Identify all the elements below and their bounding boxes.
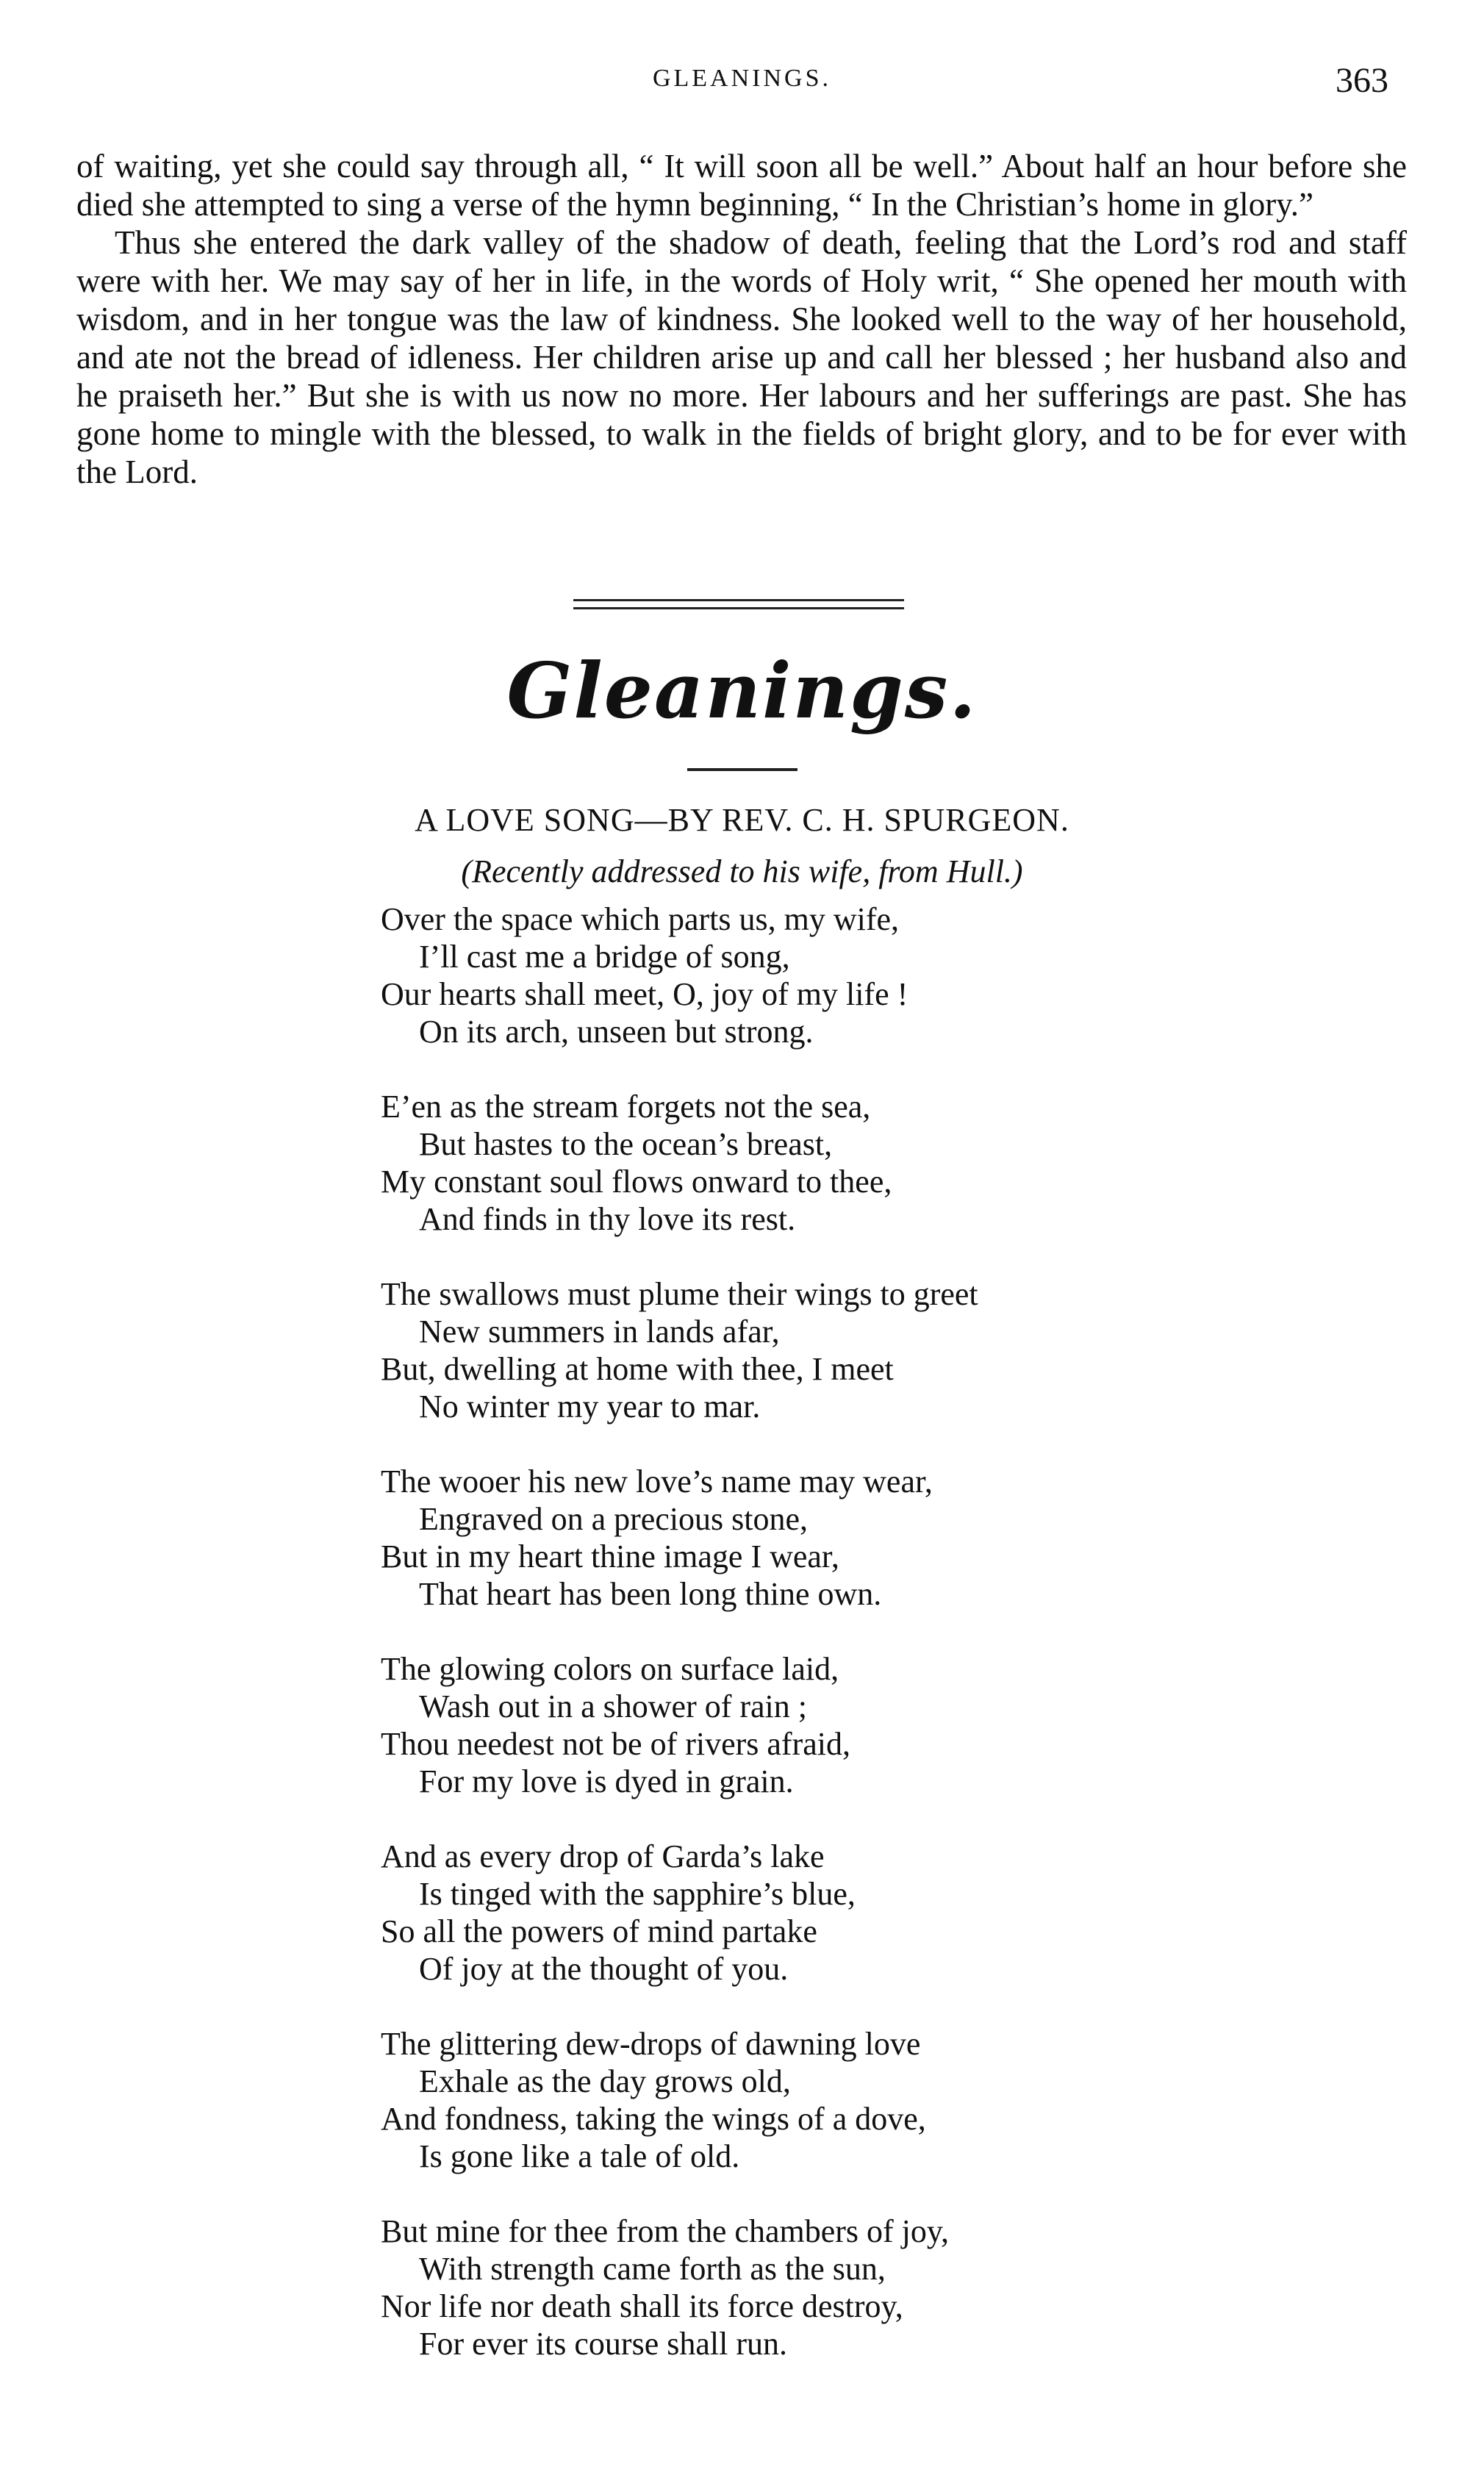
poem-line: No winter my year to mar. [419,1389,761,1425]
section-heading: Gleanings. [506,645,978,736]
poem [381,900,1351,2400]
poem-line: Wash out in a shower of rain ; [419,1688,807,1724]
article-subtitle: (Recently addressed to his wife, from Hull.) [461,853,1023,889]
poem-stanza [381,1650,1351,1800]
poem-line: But mine for thee from the chambers of joy, [381,2213,950,2249]
poem-stanza [381,1838,1351,1988]
poem-stanza [381,1088,1351,1238]
poem-line: Exhale as the day grows old, [419,2063,791,2099]
running-head [0,61,1484,109]
poem-stanza [381,1275,1351,1425]
poem-line: My constant soul flows onward to thee, [381,1164,892,1200]
poem-line: Nor life nor death shall its force destroy, [381,2288,903,2324]
prose-paragraph: Thus she entered the dark valley of the shadow of death, feeling that the Lord’s rod and staff were with her. We may say of her in life, in the words of Holy writ, “ She opened her mouth with wisdom, and in her tongue was the law of kindness. She looked well to the way of her household, and ate not the bread of idleness. Her children arise up and call her blessed ; her husband also and he praiseth her.” But she is with us now no more. Her labours and her sufferings are past. She has gone home to mingle with the blessed, to walk in the fields of bright glory, and to be for ever with the Lord. [76,224,1407,490]
poem-line: For ever its course shall run. [419,2326,787,2362]
poem-line: Of joy at the thought of you. [419,1951,789,1987]
heading-underline-rule [687,768,797,771]
poem-line: With strength came forth as the sun, [419,2251,886,2287]
poem-line: Our hearts shall meet, O, joy of my life ! [381,976,908,1012]
poem-line: The glittering dew-drops of dawning love [381,2026,921,2062]
poem-line: Engraved on a precious stone, [419,1501,809,1537]
poem-line: On its arch, unseen but strong. [419,1014,814,1050]
poem-line: Thou needest not be of rivers afraid, [381,1726,850,1762]
poem-line: The glowing colors on surface laid, [381,1651,839,1687]
poem-line: The wooer his new love’s name may wear, [381,1464,933,1500]
poem-line: The swallows must plume their wings to greet [381,1276,978,1312]
poem-stanza [381,2213,1351,2362]
poem-line: And fondness, taking the wings of a dove, [381,2101,926,2137]
poem-line: But in my heart thine image I wear, [381,1538,839,1574]
poem-line: So all the powers of mind partake [381,1913,817,1949]
poem-line: And finds in thy love its rest. [419,1201,796,1237]
page-number: 363 [1336,61,1388,100]
prose-continuation [76,147,1407,491]
poem-line: New summers in lands afar, [419,1314,780,1350]
poem-line: But hastes to the ocean’s breast, [419,1126,833,1162]
section-divider-rule [573,599,904,601]
article-title: A LOVE SONG—BY REV. C. H. SPURGEON. [415,802,1069,838]
poem-line: E’en as the stream forgets not the sea, [381,1089,871,1125]
poem-stanza [381,2025,1351,2175]
poem-stanza [381,900,1351,1050]
poem-line: But, dwelling at home with thee, I meet [381,1351,894,1387]
poem-line: For my love is dyed in grain. [419,1763,794,1799]
poem-line: Is gone like a tale of old. [419,2138,740,2174]
poem-line: That heart has been long thine own. [419,1576,882,1612]
poem-line: Is tinged with the sapphire’s blue, [419,1876,856,1912]
prose-paragraph: of waiting, yet she could say through all, “ It will soon all be well.” About half an hour before she died she attempted to sing a verse of the hymn beginning, “ In the Christian’s home in glory.” [76,148,1407,223]
poem-line: I’ll cast me a bridge of song, [419,939,790,975]
running-title: GLEANINGS. [652,65,832,92]
poem-stanza [381,1463,1351,1613]
poem-line: And as every drop of Garda’s lake [381,1838,825,1874]
section-divider-rule [573,607,904,609]
poem-line: Over the space which parts us, my wife, [381,901,900,937]
